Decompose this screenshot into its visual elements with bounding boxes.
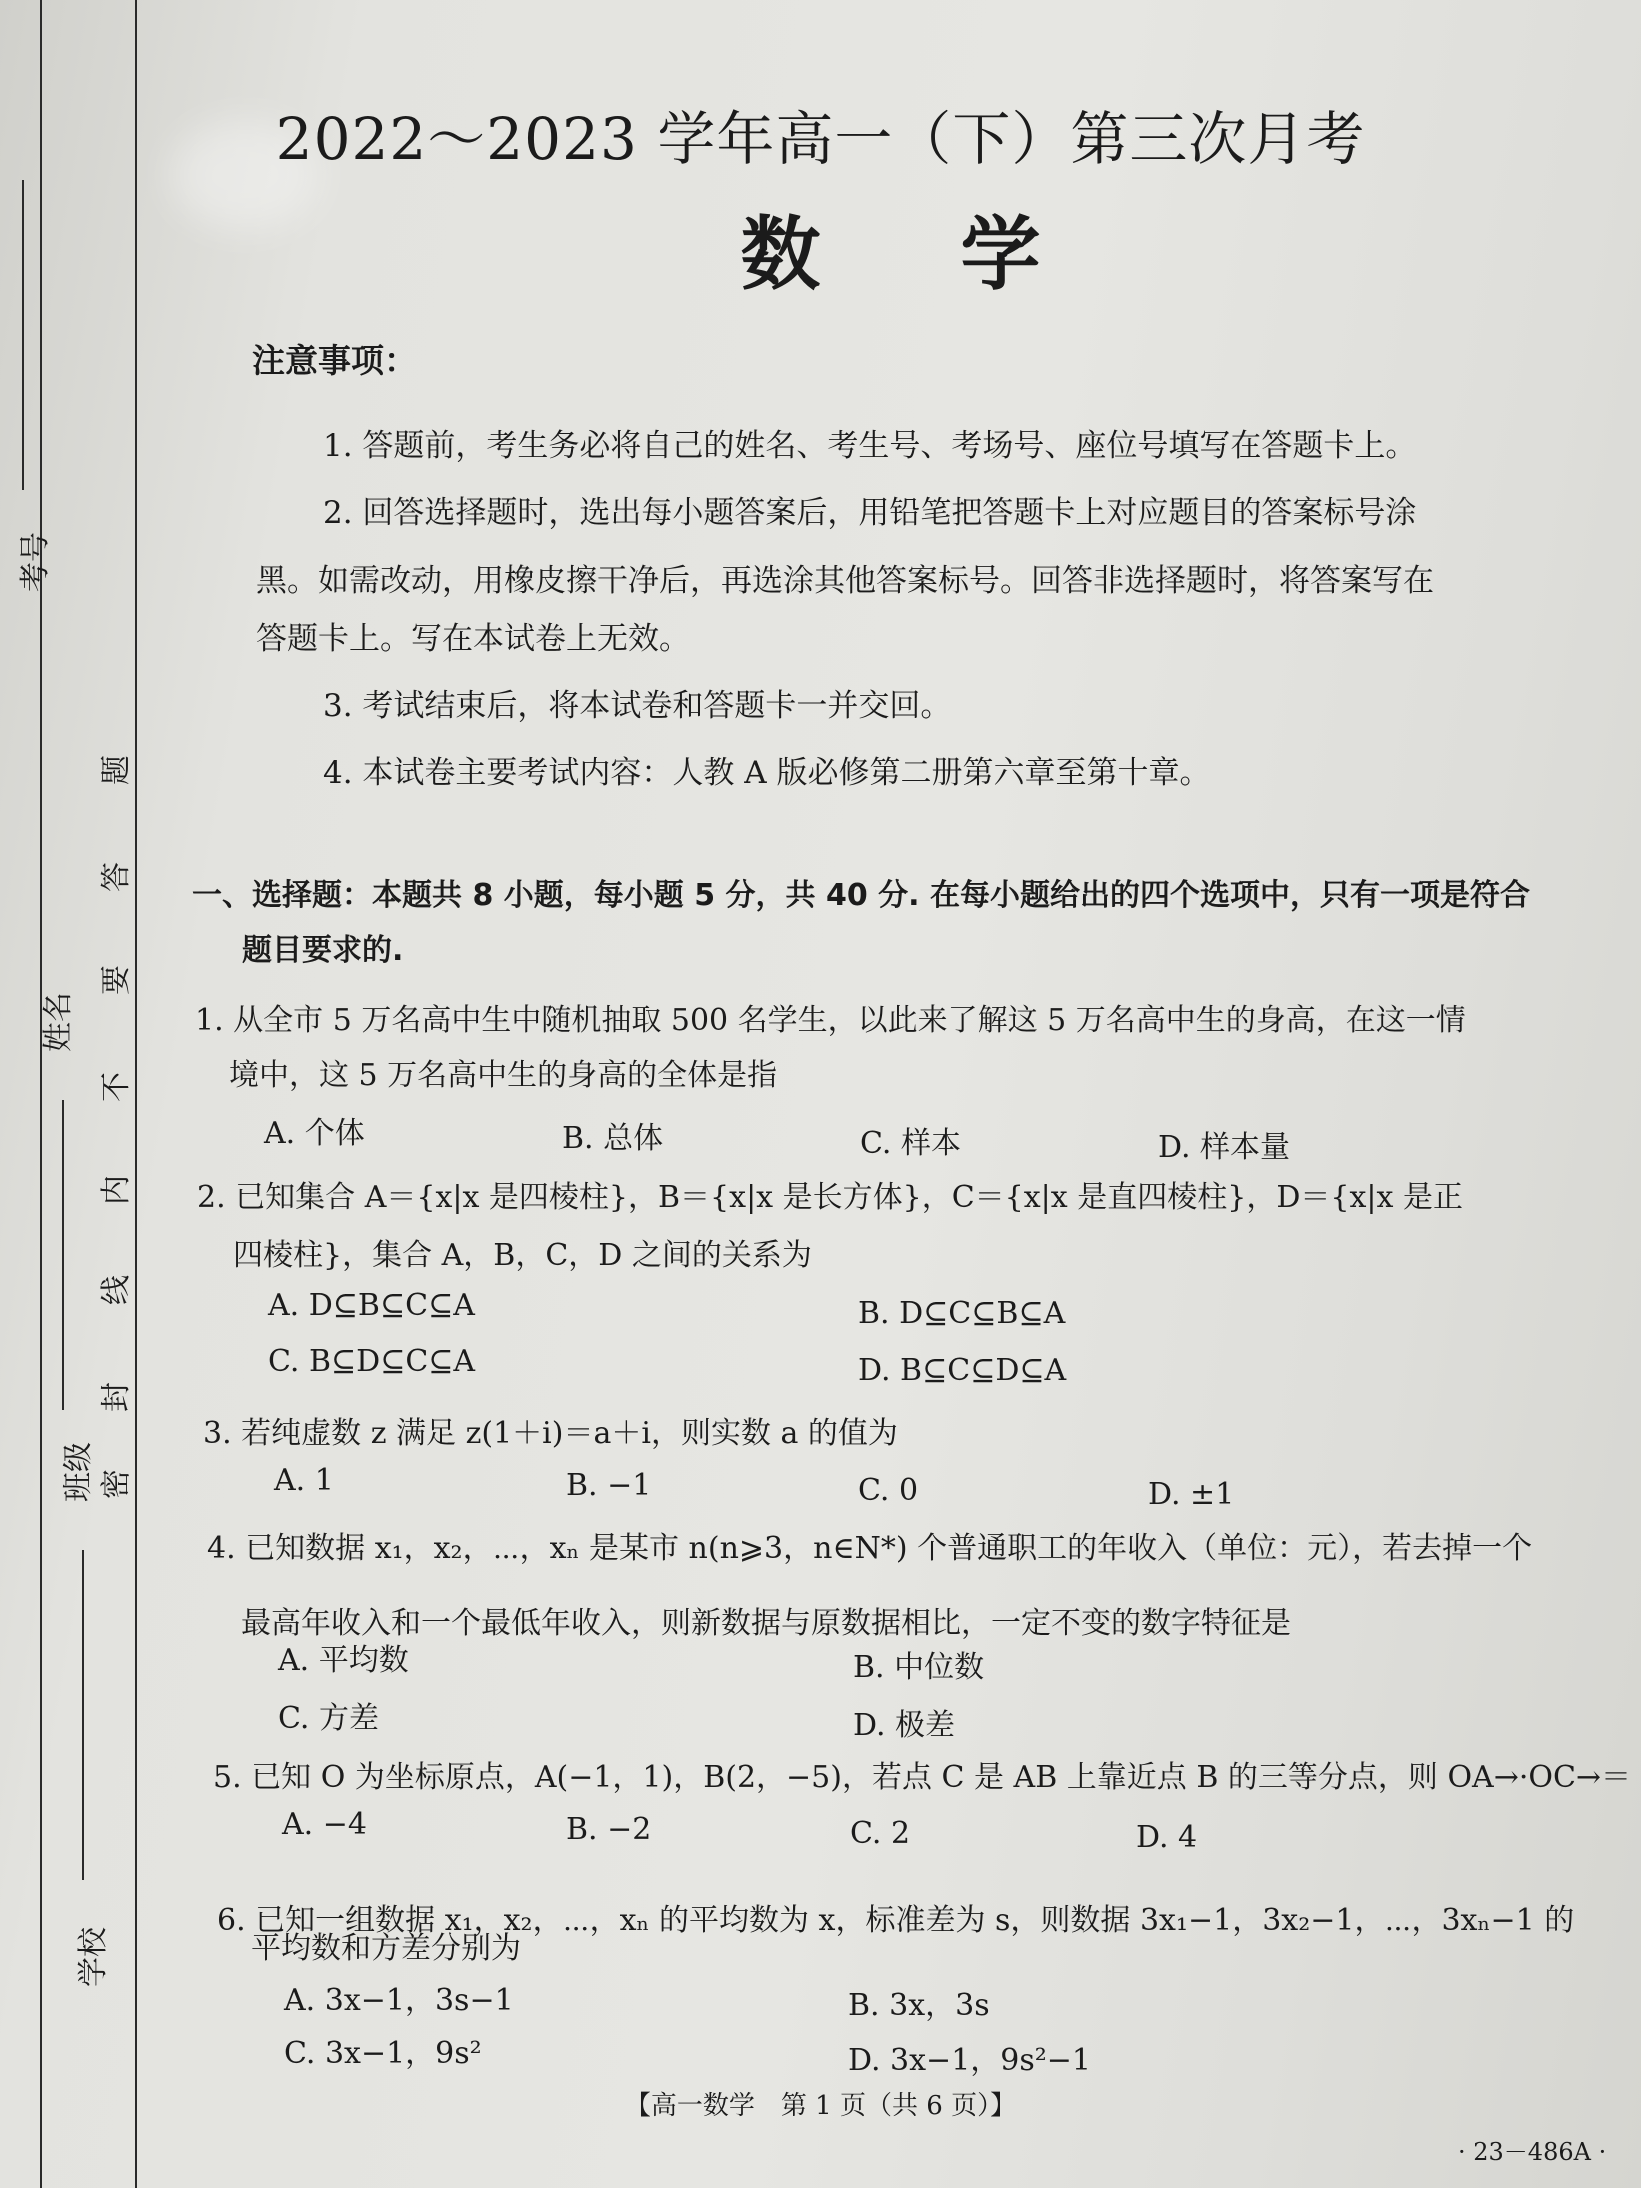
q4-option-d: D. 极差 [853, 1708, 956, 1743]
q2-option-c: C. B⊆D⊆C⊆A [268, 1344, 476, 1379]
class-field-line [62, 1100, 64, 1410]
q3-option-c: C. 0 [858, 1473, 919, 1508]
q4-option-b: B. 中位数 [853, 1650, 985, 1685]
q1-option-c: C. 样本 [860, 1126, 961, 1161]
notice-line-3: 黑。如需改动，用橡皮擦干净后，再选涂其他答案标号。回答非选择题时，将答案写在 [256, 563, 1434, 599]
notice-line-1: 1. 答题前，考生务必将自己的姓名、考生号、考场号、座位号填写在答题卡上。 [323, 428, 1417, 464]
question-2-cont: 四棱柱}，集合 A，B，C，D 之间的关系为 [233, 1238, 812, 1273]
school-label: 学校 [76, 1927, 111, 1987]
q5-option-a: A. −4 [282, 1807, 367, 1842]
question-4: 4. 已知数据 x₁，x₂，⋯，xₙ 是某市 n(n⩾3，n∈N*) 个普通职工的年收入（单位：元），若去掉一个 [207, 1531, 1533, 1566]
seal-char-7: 答 [99, 862, 134, 892]
seal-char-6: 要 [99, 965, 134, 995]
q5-option-b: B. −2 [566, 1812, 652, 1847]
q1-option-d: D. 样本量 [1158, 1130, 1291, 1165]
seal-char-1: 密 [99, 1469, 134, 1499]
q3-option-d: D. ±1 [1148, 1477, 1235, 1512]
question-6: 6. 已知一组数据 x₁，x₂，⋯，xₙ 的平均数为 x，标准差为 s，则数据 3x₁−1，3x₂−1，⋯，3xₙ−1 的 [217, 1903, 1575, 1938]
section-heading-cont: 题目要求的. [242, 933, 404, 968]
margin-right-line [135, 0, 137, 2188]
question-6-cont: 平均数和方差分别为 [251, 1931, 521, 1966]
q6-option-a: A. 3x−1，3s−1 [284, 1983, 514, 2018]
seal-char-8: 题 [99, 755, 134, 785]
q2-option-b: B. D⊆C⊆B⊆A [858, 1296, 1066, 1331]
school-field-line [82, 1550, 84, 1880]
question-1-cont: 境中，这 5 万名高中生的身高的全体是指 [229, 1058, 778, 1093]
q5-option-d: D. 4 [1136, 1820, 1198, 1855]
q5-option-c: C. 2 [850, 1816, 911, 1851]
seal-char-2: 封 [99, 1382, 134, 1412]
q3-option-b: B. −1 [566, 1468, 652, 1503]
name-field-line [40, 660, 42, 980]
question-3: 3. 若纯虚数 z 满足 z(1＋i)＝a＋i，则实数 a 的值为 [203, 1416, 898, 1451]
seal-char-5: 不 [99, 1072, 134, 1102]
exam-number-label: 考号 [18, 532, 53, 592]
notice-line-5: 3. 考试结束后，将本试卷和答题卡一并交回。 [323, 688, 952, 724]
paper-code: · 23－486A · [1458, 2138, 1607, 2166]
name-label: 姓名 [41, 992, 76, 1052]
q1-option-b: B. 总体 [562, 1121, 664, 1156]
seal-char-4: 内 [99, 1175, 134, 1205]
question-2: 2. 已知集合 A＝{x|x 是四棱柱}，B＝{x|x 是长方体}，C＝{x|x 是直四棱柱}，D＝{x|x 是正 [197, 1180, 1463, 1215]
question-5: 5. 已知 O 为坐标原点，A(−1，1)，B(2，−5)，若点 C 是 AB 上靠近点 B 的三等分点，则 OA→·OC→＝ [213, 1760, 1632, 1795]
q4-option-a: A. 平均数 [278, 1643, 409, 1678]
notice-line-6: 4. 本试卷主要考试内容：人教 A 版必修第二册第六章至第十章。 [323, 755, 1211, 791]
q3-option-a: A. 1 [274, 1463, 334, 1498]
question-1: 1. 从全市 5 万名高中生中随机抽取 500 名学生，以此来了解这 5 万名高中生的身高，在这一情 [195, 1003, 1466, 1038]
q1-option-a: A. 个体 [264, 1116, 365, 1151]
question-4-cont: 最高年收入和一个最低年收入，则新数据与原数据相比，一定不变的数字特征是 [241, 1606, 1291, 1641]
seal-char-3: 线 [99, 1275, 134, 1305]
class-label: 班级 [61, 1442, 96, 1502]
q6-option-b: B. 3x，3s [848, 1988, 990, 2023]
page-footer: 【高一数学 第 1 页（共 6 页）】 [624, 2091, 1017, 2121]
q6-option-d: D. 3x−1，9s²−1 [848, 2043, 1092, 2078]
section-heading: 一、选择题：本题共 8 小题，每小题 5 分，共 40 分. 在每小题给出的四个选项中，只有一项是符合 [192, 878, 1531, 913]
margin-left-line [40, 0, 42, 2188]
notice-heading: 注意事项： [252, 341, 417, 380]
q2-option-d: D. B⊆C⊆D⊆A [858, 1353, 1067, 1388]
notice-line-4: 答题卡上。写在本试卷上无效。 [256, 621, 690, 657]
subject-title: 数学 [740, 208, 1181, 301]
q6-option-c: C. 3x−1，9s² [284, 2036, 482, 2071]
q4-option-c: C. 方差 [278, 1701, 379, 1736]
notice-line-2: 2. 回答选择题时，选出每小题答案后，用铅笔把答题卡上对应题目的答案标号涂 [323, 495, 1417, 531]
exam-title: 2022～2023 学年高一（下）第三次月考 [275, 105, 1366, 173]
q2-option-a: A. D⊆B⊆C⊆A [268, 1288, 475, 1323]
